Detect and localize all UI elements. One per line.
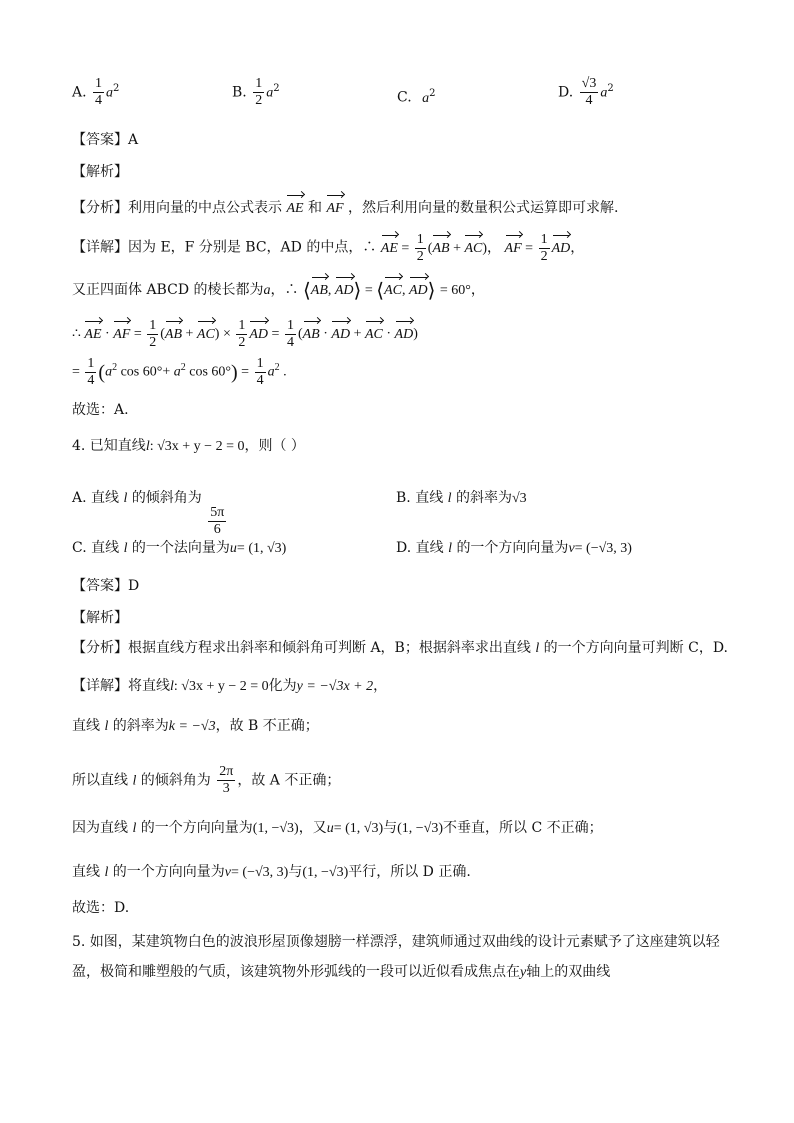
q4-option-a[interactable]: A. 直线 l 的倾斜角为 $\frac{5\pi}{6}$: [72, 490, 225, 537]
q4-option-d[interactable]: D. 直线 l 的一个方向向量为v= (−√3, 3): [396, 540, 632, 556]
q3-option-c-label: C.: [397, 89, 412, 106]
q4-jiexi: 【解析】: [72, 610, 128, 626]
vector-ae: AE: [286, 199, 303, 219]
q4-slope: 直线 l 的斜率为k = −√3，故 B 不正确；: [72, 718, 319, 734]
q4-angle: 所以直线 l 的倾斜角为 $\frac{2\pi}{3}$ ，故 A 不正确；: [72, 764, 341, 796]
q5-line1: 5. 如图，某建筑物白色的波浪形屋顶像翅膀一样漂浮，建筑师通过双曲线的设计元素赋予了这座建筑以轻: [72, 934, 720, 950]
q3-option-d[interactable]: D. $\frac{√3}{4}$ $a^2$: [558, 76, 614, 108]
q3-option-d-label: D.: [558, 84, 574, 101]
q3-detail: 【详解】因为 E，F 分别是 BC，AD 的中点，∴ AE = $\frac{1}{2}$ (AB + AC)， AF = $\frac{1}{2}$ AD，: [72, 232, 585, 264]
q3-option-a-frac: $\frac{1}{4}$: [95, 76, 103, 108]
q3-answer: 【答案】A: [72, 132, 139, 148]
q3-choose: 故选：A.: [72, 402, 129, 418]
q3-option-a-label: A.: [72, 84, 87, 101]
q3-analysis: 【分析】利用向量的中点公式表示 AE 和 AF ，然后利用向量的数量积公式运算即可求解.: [72, 198, 618, 219]
q3-option-b[interactable]: B. $\frac{1}{2}$ $a^2$: [232, 76, 280, 108]
q3-option-b-label: B.: [232, 84, 247, 101]
q3-options-row: [72, 76, 752, 116]
q3-jiexi: 【解析】: [72, 164, 128, 180]
q4-parallel: 直线 l 的一个方向向量为v= (−√3, 3)与(1, −√3)平行，所以 D 正确.: [72, 864, 471, 880]
q4-analysis: 【分析】根据直线方程求出斜率和倾斜角可判断 A，B；根据斜率求出直线 l 的一个方向向量可判断 C，D.: [72, 640, 728, 656]
vector-af: AF: [326, 199, 343, 219]
q3-option-c[interactable]: C. $a^2$: [397, 88, 436, 106]
q4-options-row-2: [72, 538, 752, 562]
q3-line4: = $\frac{1}{4}$ ($a^2$ $\cos 60^\circ+ a^2$ cos 60°) = $\frac{1}{4}$ $a^2$ .: [72, 356, 287, 388]
q3-option-a[interactable]: A. $\frac{1}{4}$ $a^2$: [72, 76, 120, 108]
q4-answer: 【答案】D: [72, 578, 140, 594]
q3-option-d-frac: $\frac{√3}{4}$: [581, 76, 597, 108]
q3-option-b-frac: $\frac{1}{2}$: [255, 76, 263, 108]
q4-options-row-1: [72, 480, 752, 537]
q5-line2: 盈，极简和雕塑般的气质，该建筑物外形弧线的一段可以近似看成焦点在y轴上的双曲线: [72, 964, 611, 980]
q4-option-c[interactable]: C. 直线 l 的一个法向量为u= (1, √3): [72, 540, 287, 556]
q4-stem: 4. 已知直线l: √3x + y − 2 = 0，则（ ）: [72, 438, 305, 454]
q4-choose: 故选：D.: [72, 900, 130, 916]
q3-line2: 又正四面体 ABCD 的棱长都为a，∴ ⟨AB, AD⟩ = ⟨AC, AD⟩ = 60°，: [72, 279, 485, 302]
q4-direction: 因为直线 l 的一个方向向量为(1, −√3)，又u= (1, √3)与(1, −√3)不垂直，所以 C 不正确；: [72, 820, 603, 836]
q3-line3: ∴ AE · AF = $\frac{1}{2}$ (AB + AC) × $\frac{1}{2}$ AD = $\frac{1}{4}$ (AB · AD + AC · AD): [72, 318, 418, 350]
q4-detail: 【详解】将直线l: √3x + y − 2 = 0化为y = −√3x + 2，: [72, 678, 388, 694]
q4-option-b[interactable]: B. 直线 l 的斜率为√3: [396, 490, 527, 506]
